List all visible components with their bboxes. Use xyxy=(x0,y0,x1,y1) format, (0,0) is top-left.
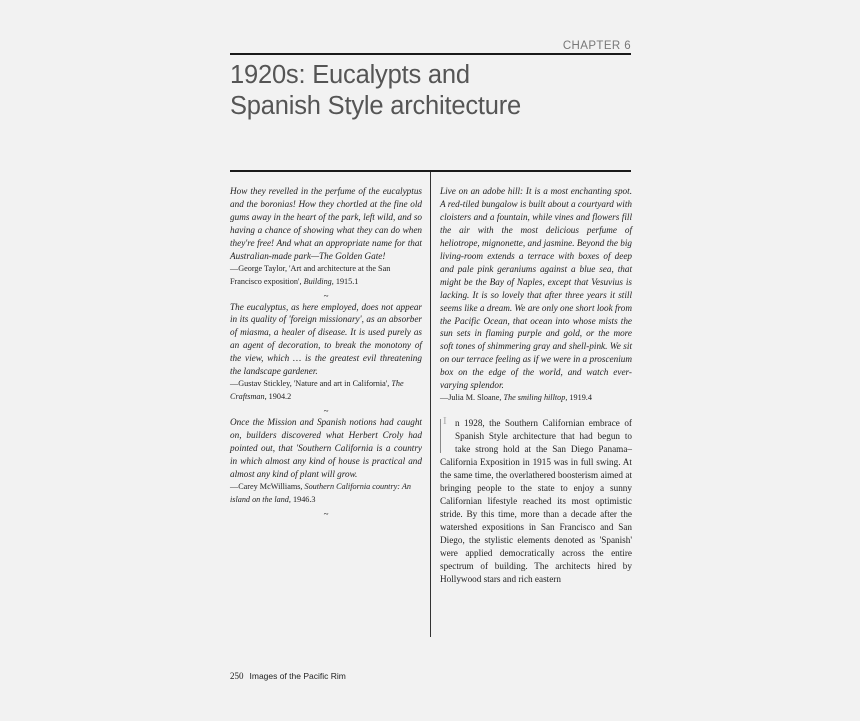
ornament-divider: ~ xyxy=(323,508,329,519)
drop-cap-letter: I xyxy=(443,415,447,428)
title-line-2: Spanish Style architecture xyxy=(230,92,522,120)
epigraph-quote-taylor: How they revelled in the perfume of the eucalyptus and the boronias! How they chortled at the fine old gums away in the heart of the park, left wild, and so having a chance of showing what they can do when they're free! And what an appropriate name for that Australian-made park—The Golden Gate! xyxy=(230,186,422,261)
page-footer xyxy=(230,671,346,681)
epigraph-source-sloane: —Julia M. Sloane, The smiling hilltop, 1919.4 xyxy=(440,393,592,403)
page-number: 250 xyxy=(230,671,244,681)
column-divider xyxy=(430,172,431,637)
epigraph-source-stickley: —Gustav Stickley, 'Nature and art in California', The Craftsman, 1904.2 xyxy=(230,379,404,402)
body-paragraph: I n 1928, the Southern Californian embrace of Spanish Style architecture that had begun to take strong hold at the San Diego Panama–California Exposition in 1915 was in full swing. At the same time, the overlathered boosterism aimed at bringing people to the state to enjoy a sunny Californian lifestyle reached its most optimistic stride. By this time, more than a decade after the watershed expositions in San Francisco and San Diego, the stylistic elements denoted as 'Spanish' were applied democratically across the entire spectrum of building. The architects hired by Hollywood stars and rich eastern xyxy=(440,415,632,584)
epigraph-quote-stickley: The eucalyptus, as here employed, does not appear in its quality of 'foreign missionary', as an absorber of miasma, a healer of disease. It is used purely as an agent of decoration, to break the monotony of the view, which … is the greatest evil threatening the landscape gardener. xyxy=(230,301,422,377)
epigraph-quote-mcwilliams: Once the Mission and Spanish notions had caught on, builders discovered what Herbert Croly had pointed out, that 'Southern California is a country in which almost any kind of house is practical and almost any kind of plant will grow. xyxy=(230,417,422,479)
ornament-divider: ~ xyxy=(323,290,329,301)
epigraph-source-mcwilliams: —Carey McWilliams, Southern California country: An island on the land, 1946.3 xyxy=(230,481,411,504)
chapter-title xyxy=(230,60,630,122)
title-line-1: 1920s: Eucalypts and xyxy=(230,61,470,89)
top-rule xyxy=(230,53,631,55)
epigraph-source-taylor: —George Taylor, 'Art and architecture at the San Francisco exposition', Building, 1915.1 xyxy=(230,263,391,286)
chapter-label: CHAPTER 6 xyxy=(562,40,631,52)
left-column xyxy=(230,185,422,519)
epigraph-quote-sloane: Live on an adobe hill: It is a most enchanting spot. A red-tiled bungalow is built about a courtyard with cloisters and a fountain, while vines and flowers fill the air with the most delicious perfume of heliotrope, mignonette, and jasmine. Beyond the big living-room extends a terrace with boxes of deep and pale pink geraniums against a blue sea, that might be the Bay of Naples, except that Vesuvius is lacking. It is so lovely that after three years it still seems like a dream. We are only one short look from the Pacific Ocean, that ocean into whose mists the sun sets in flaming purple and gold, or the more soft tones of shimmering gray and shell-pink. We sit on our terrace feeling as if we were in a proscenium box on the edge of the world, and watch ever-varying splendor. xyxy=(440,186,632,391)
running-title: Images of the Pacific Rim xyxy=(249,671,346,681)
ornament-divider: ~ xyxy=(323,406,329,417)
drop-cap xyxy=(440,415,451,453)
right-column xyxy=(440,185,632,586)
